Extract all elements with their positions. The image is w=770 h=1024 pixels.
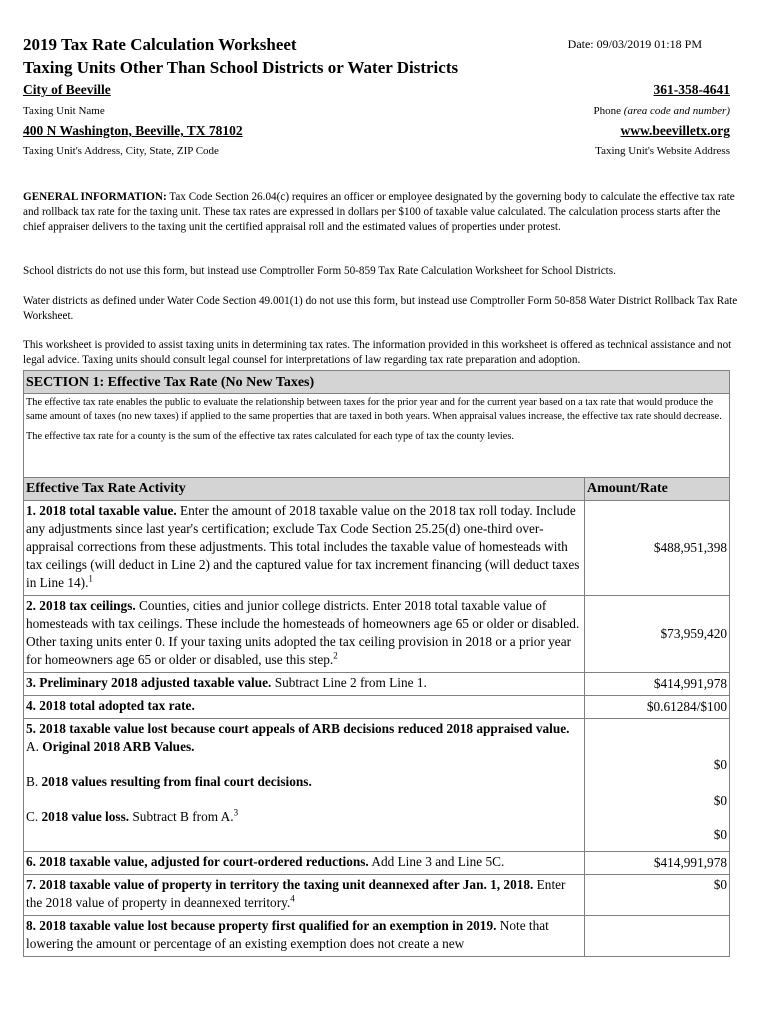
taxing-unit-name: City of Beeville	[23, 82, 111, 97]
line-5c-text: Subtract B from A.	[129, 809, 234, 824]
line-1-footnote: 1	[88, 573, 93, 584]
line-5c-label	[26, 808, 582, 826]
line-1-description	[24, 501, 585, 596]
table-row	[24, 719, 730, 852]
line-5c-amount: $0	[713, 827, 727, 842]
line-4-amount: $0.61284/$100	[585, 696, 730, 719]
phone-caption-text: Phone	[593, 105, 624, 117]
line-5-title: 5. 2018 taxable value lost because court appeals of ARB decisions reduced 2018 appraised value.	[26, 721, 570, 736]
phone-caption-italic: (area code and number)	[623, 105, 730, 117]
line-5-amounts	[585, 719, 730, 852]
table-row	[24, 696, 730, 719]
line-5a-label	[26, 738, 582, 756]
section-1-county-note: The effective tax rate for a county is the sum of the effective tax rates calculated for each type of tax the county levies.	[26, 431, 514, 442]
line-7-text: Enter the 2018 value of property in deannexed territory.	[26, 877, 566, 910]
line-2-title: 2. 2018 tax ceilings.	[26, 598, 136, 613]
general-information-label: GENERAL INFORMATION:	[23, 191, 167, 203]
line-5b-title: 2018 values resulting from final court decisions.	[41, 774, 312, 789]
line-5b-label	[26, 773, 582, 791]
section-1-intro	[23, 394, 730, 478]
line-6-title: 6. 2018 taxable value, adjusted for court-ordered reductions.	[26, 854, 369, 869]
line-5a-amount: $0	[713, 757, 727, 772]
line-4-description	[24, 696, 585, 719]
address-caption: Taxing Unit's Address, City, State, ZIP Code	[23, 145, 219, 157]
section-1-header: SECTION 1: Effective Tax Rate (No New Taxes)	[23, 370, 730, 394]
school-district-note: School districts do not use this form, but instead use Comptroller Form 50-859 Tax Rate Calculation Worksheet for School Districts.	[23, 265, 616, 277]
line-4-title: 4. 2018 total adopted tax rate.	[26, 698, 195, 713]
line-5a-prefix: A.	[26, 739, 43, 754]
column-header-activity: Effective Tax Rate Activity	[24, 478, 585, 501]
table-row	[24, 852, 730, 875]
table-row	[24, 596, 730, 673]
line-6-description	[24, 852, 585, 875]
column-header-amount: Amount/Rate	[585, 478, 730, 501]
line-5b-amount: $0	[713, 793, 727, 808]
line-7-amount: $0	[585, 875, 730, 916]
taxing-unit-address: 400 N Washington, Beeville, TX 78102	[23, 123, 243, 138]
worksheet-title: 2019 Tax Rate Calculation Worksheet	[23, 35, 297, 54]
line-5a-title: Original 2018 ARB Values.	[42, 739, 195, 754]
line-2-description	[24, 596, 585, 673]
line-3-description	[24, 673, 585, 696]
line-2-footnote: 2	[333, 650, 338, 661]
line-2-amount: $73,959,420	[585, 596, 730, 673]
worksheet-subtitle: Taxing Units Other Than School Districts or Water Districts	[23, 58, 459, 77]
worksheet-date: Date: 09/03/2019 01:18 PM	[567, 37, 702, 51]
section-1-intro-paragraph: The effective tax rate enables the public to evaluate the relationship between taxes for the prior year and for the current year based on a tax rate that would produce the same amount of taxes (no new taxes) if applied to the same properties that are taxed in both years. When appraisal values increase, the effective tax rate should decrease.	[26, 397, 722, 422]
water-district-note: Water districts as defined under Water Code Section 49.001(1) do not use this form, but instead use Comptroller Form 50-858 Water District Rollback Tax Rate Worksheet.	[23, 295, 738, 322]
website-address: www.beevilletx.org	[620, 123, 730, 138]
line-1-title: 1. 2018 total taxable value.	[26, 503, 177, 518]
line-5c-title: 2018 value loss.	[41, 809, 130, 824]
line-5c-footnote: 3	[233, 807, 239, 818]
line-8-title: 8. 2018 taxable value lost because property first qualified for an exemption in 2019.	[26, 918, 497, 933]
phone-number: 361-358-4641	[653, 82, 730, 97]
table-header-row	[24, 478, 730, 501]
line-3-amount: $414,991,978	[585, 673, 730, 696]
line-7-description	[24, 875, 585, 916]
line-5-description	[24, 719, 585, 852]
line-8-amount	[585, 916, 730, 957]
line-1-amount: $488,951,398	[585, 501, 730, 596]
effective-tax-rate-table	[23, 477, 730, 957]
line-3-text: Subtract Line 2 from Line 1.	[271, 675, 427, 690]
taxing-unit-name-caption: Taxing Unit Name	[23, 105, 105, 117]
general-information-text: Tax Code Section 26.04(c) requires an officer or employee designated by the governing body to calculate the effective tax rate and rollback tax rate for the taxing unit. These tax rates are expressed in dollars per $100 of taxable value calculated. The calculation process starts after the chief appraiser delivers to the taxing unit the certified appraisal roll and the estimated values of properties under protest.	[23, 191, 735, 233]
line-7-footnote: 4	[290, 893, 295, 904]
line-6-text: Add Line 3 and Line 5C.	[368, 854, 505, 869]
disclaimer-note: This worksheet is provided to assist taxing units in determining tax rates. The information provided in this worksheet is offered as technical assistance and not legal advice. Taxing units should consult legal counsel for interpretations of law regarding tax rate preparation and adoption.	[23, 339, 732, 366]
line-8-description	[24, 916, 585, 957]
line-7-title: 7. 2018 taxable value of property in territory the taxing unit deannexed after Jan. 1, 2018.	[26, 877, 534, 892]
line-1-text: Enter the amount of 2018 taxable value on the 2018 tax roll today. Include any adjustments since last year's certification; exclude Tax Code Section 25.25(d) one-third over-appraisal corrections from these adjustments. This total includes the taxable value of homesteads with tax ceilings (will deduct in Line 2) and the captured value for tax increment financing (will deduct taxes in Line 14).	[26, 503, 580, 590]
table-row	[24, 875, 730, 916]
line-5c-prefix: C.	[26, 809, 42, 824]
line-8-text: Note that lowering the amount or percentage of an existing exemption does not create a new	[26, 918, 549, 951]
website-caption: Taxing Unit's Website Address	[595, 145, 730, 157]
table-row	[24, 673, 730, 696]
phone-caption	[594, 105, 730, 117]
line-2-text: Counties, cities and junior college districts. Enter 2018 total taxable value of homesteads with tax ceilings. These include the homesteads of homeowners age 65 or older or disabled. Other taxing units enter 0. If your taxing units adopted the tax ceiling provision in 2018 or a prior year for homeowners age 65 or older or disabled, use this step.	[26, 598, 580, 667]
line-3-title: 3. Preliminary 2018 adjusted taxable value.	[26, 675, 272, 690]
general-information	[23, 190, 741, 235]
table-row	[24, 916, 730, 957]
line-6-amount: $414,991,978	[585, 852, 730, 875]
table-row	[24, 501, 730, 596]
line-5b-prefix: B.	[26, 774, 42, 789]
